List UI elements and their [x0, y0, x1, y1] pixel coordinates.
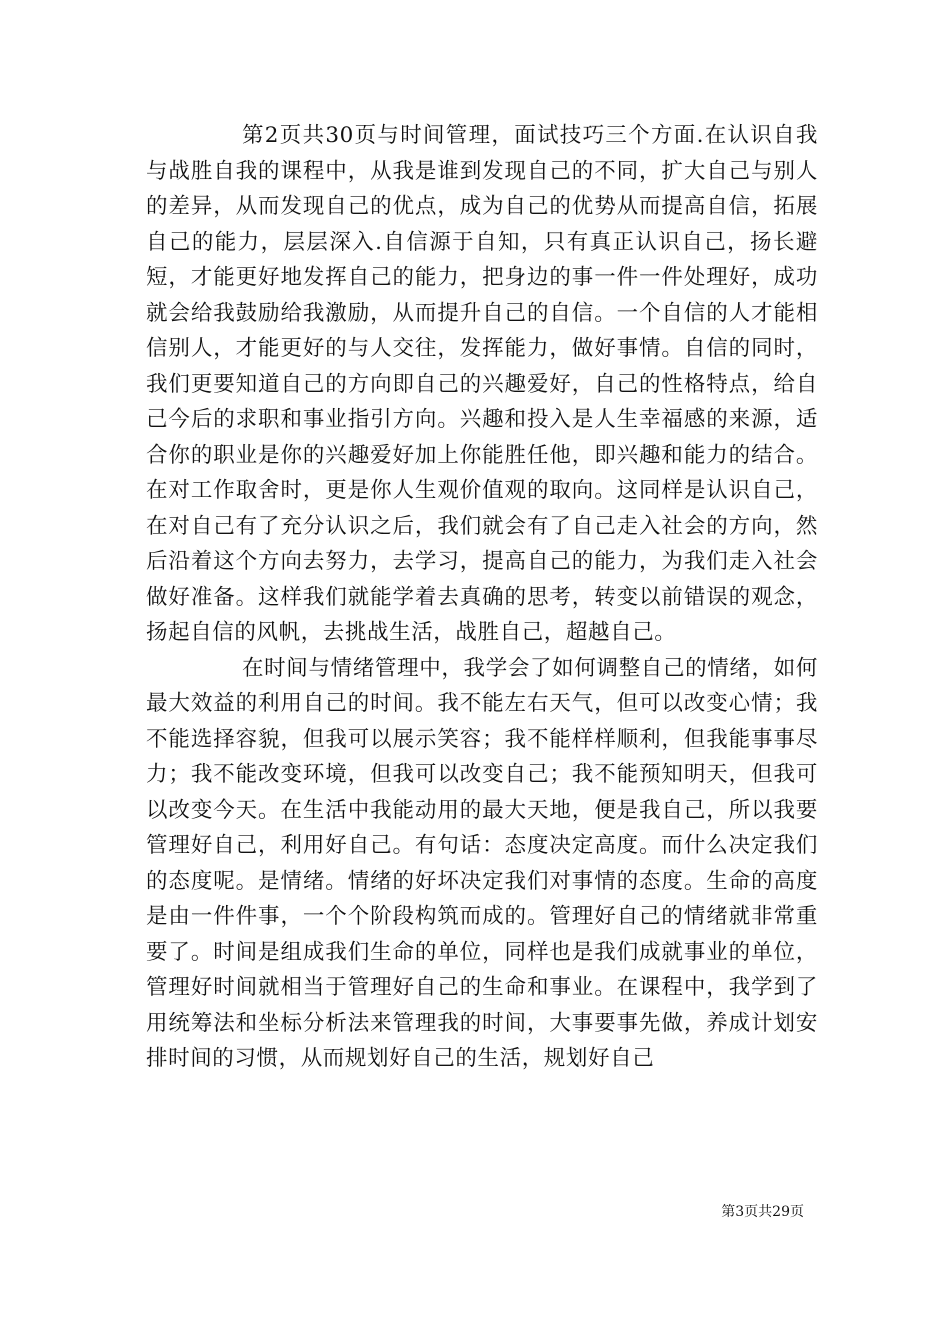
- page-footer: 第3页共29页: [721, 1204, 804, 1220]
- paragraph-1: 第2页共30页与时间管理，面试技巧三个方面.在认识自我与战胜自我的课程中，从我是谁到发现自己的不同，扩大自己与别人的差异，从而发现自己的优点，成为自己的优势从而提高自信，拓展自己的能力，层层深入.自信源于自知，只有真正认识自己，扬长避短，才能更好地发挥自己的能力，把身边的事一件一件处理好，成功就会给我鼓励给我激励，从而提升自己的自信。一个自信的人才能相信别人，才能更好的与人交往，发挥能力，做好事情。自信的同时，我们更要知道自己的方向即自己的兴趣爱好，自己的性格特点，给自己今后的求职和事业指引方向。兴趣和投入是人生幸福感的来源，适合你的职业是你的兴趣爱好加上你能胜任他，即兴趣和能力的结合。在对工作取舍时，更是你人生观价值观的取向。这同样是认识自己，在对自己有了充分认识之后，我们就会有了自己走入社会的方向，然后沿着这个方向去努力，去学习，提高自己的能力，为我们走入社会做好准备。这样我们就能学着去真确的思考，转变以前错误的观念，扬起自信的风帆，去挑战生活，战胜自己，超越自己。: [146, 123, 818, 645]
- paragraph-2: 在时间与情绪管理中，我学会了如何调整自己的情绪，如何最大效益的利用自己的时间。我不能左右天气，但可以改变心情；我不能选择容貌，但我可以展示笑容；我不能样样顺利，但我能事事尽力；我不能改变环境，但我可以改变自己；我不能预知明天，但我可以改变今天。在生活中我能动用的最大天地，便是我自己，所以我要管理好自己，利用好自己。有句话：态度决定高度。而什么决定我们的态度呢。是情绪。情绪的好坏决定我们对事情的态度。生命的高度是由一件件事，一个个阶段构筑而成的。管理好自己的情绪就非常重要了。时间是组成我们生命的单位，同样也是我们成就事业的单位，管理好时间就相当于管理好自己的生命和事业。在课程中，我学到了用统筹法和坐标分析法来管理我的时间，大事要事先做，养成计划安排时间的习惯，从而规划好自己的生活，规划好自己: [146, 655, 818, 1071]
- body-text: [146, 118, 818, 1077]
